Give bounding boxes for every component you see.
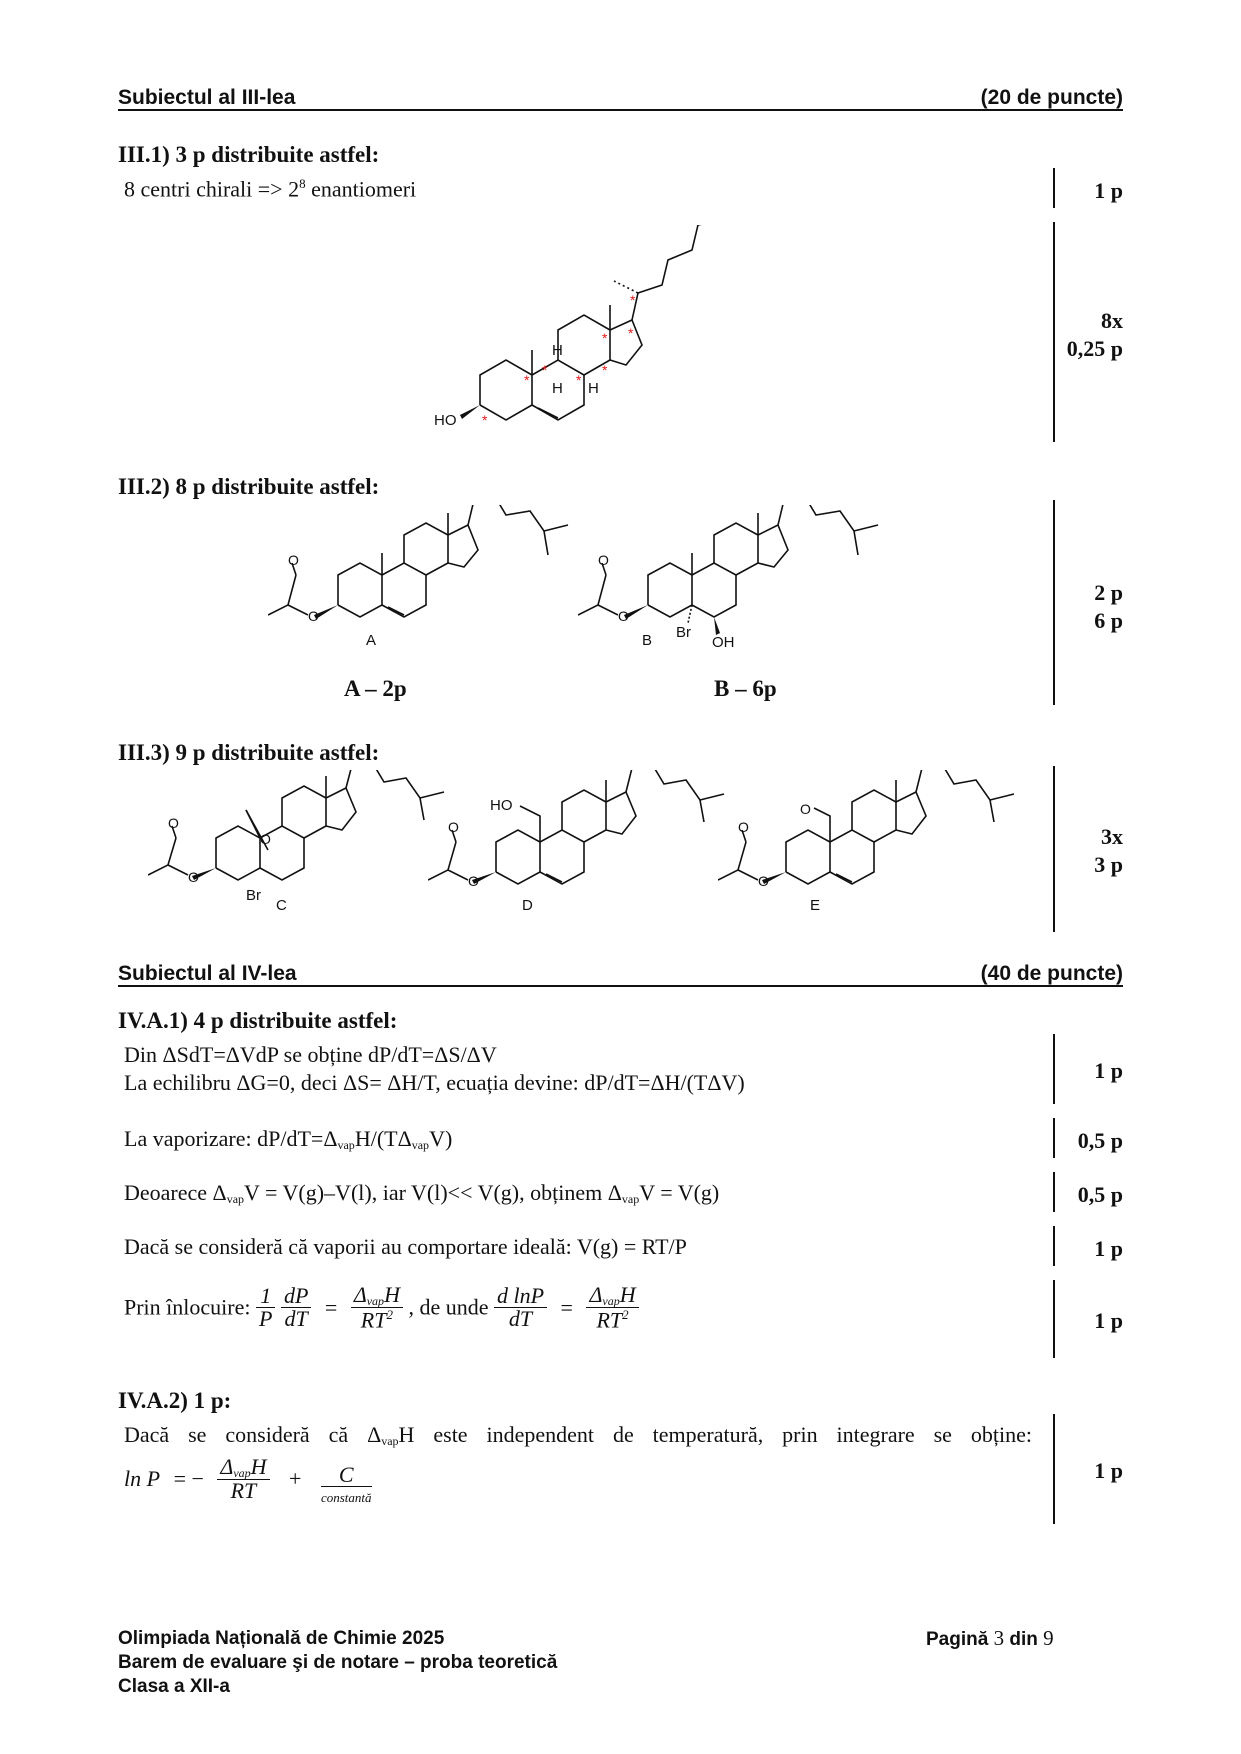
label-e: E (810, 897, 821, 914)
a2-formula: ln P = − $\frac{\Delta_{vap}H}{RT}$ + C constantă (124, 1454, 372, 1505)
section-points: (40 de puncte) (980, 962, 1123, 985)
h-label: H (552, 380, 563, 397)
label-d: D (522, 897, 533, 914)
structure-d (428, 770, 728, 915)
footer-line1: Olimpiada Națională de Chimie 2025 (118, 1628, 445, 1649)
svg-text:*: * (576, 372, 582, 388)
a1-pts4: 1 p (1094, 1236, 1123, 1261)
a1-line2: La echilibru ΔG=0, deci ΔS= ΔH/T, ecuația devine: dP/dT=ΔH/(TΔV) (124, 1070, 745, 1095)
q2-pts-a: 2 p (1094, 580, 1123, 605)
q2-pts-b: 6 p (1094, 608, 1123, 633)
svg-text:O: O (618, 608, 629, 624)
q1-pts2b: 0,25 p (1066, 336, 1123, 361)
svg-text:O: O (468, 873, 479, 889)
section-title: Subiectul al III-lea (118, 86, 296, 109)
a2-pts: 1 p (1094, 1458, 1123, 1483)
svg-text:O: O (168, 815, 179, 831)
svg-text:*: * (602, 362, 608, 378)
cholesterol-structure (430, 225, 730, 450)
score-a: A – 2p (344, 676, 407, 701)
a2-heading: IV.A.2) 1 p: (118, 1388, 232, 1413)
section-points: (20 de puncte) (980, 86, 1123, 109)
br-label: Br (676, 624, 691, 641)
svg-text:O: O (288, 552, 299, 568)
q1-pts1: 1 p (1094, 178, 1123, 203)
section-title: Subiectul al IV-lea (118, 962, 297, 985)
a2-text: Dacă se consideră că $\Delta_{vap}H$ este independent de temperatură, prin integrare se obține: (124, 1422, 1032, 1448)
q3-pts-a: 3x (1101, 824, 1123, 849)
score-b: B – 6p (714, 676, 777, 701)
structure-a (268, 505, 588, 655)
a1-line1: Din ΔSdT=ΔVdP se obține dP/dT=ΔS/ΔV (124, 1042, 497, 1067)
q1-pts2a: 8x (1101, 308, 1123, 333)
q3-heading: III.3) 9 p distribuite astfel: (118, 740, 380, 765)
footer-line2: Barem de evaluare şi de notare – proba teoretică (118, 1652, 558, 1673)
a1-line5: Dacă se consideră că vaporii au comportare ideală: V(g) = RT/P (124, 1234, 687, 1259)
h-label: H (552, 342, 563, 359)
section-rule (118, 985, 1123, 987)
a1-pts2: 0,5 p (1077, 1128, 1123, 1153)
svg-text:O: O (260, 831, 271, 847)
svg-text:*: * (482, 412, 488, 428)
svg-text:*: * (630, 292, 636, 308)
svg-text:O: O (758, 873, 769, 889)
label-b: B (642, 632, 653, 649)
a1-pts5: 1 p (1094, 1308, 1123, 1333)
q2-heading: III.2) 8 p distribuite astfel: (118, 474, 380, 499)
q3-pts-b: 3 p (1094, 852, 1123, 877)
svg-text:O: O (448, 819, 459, 835)
svg-text:*: * (628, 325, 634, 341)
oh-label: OH (712, 634, 735, 651)
section-rule (118, 109, 1123, 111)
ho-label: HO (490, 797, 513, 814)
svg-text:*: * (602, 330, 608, 346)
svg-text:O: O (188, 869, 199, 885)
page-number: Pagină 3 din 9 (926, 1626, 1054, 1650)
svg-text:O: O (738, 819, 749, 835)
footer-line3: Clasa a XII-a (118, 1676, 230, 1697)
label-c: C (276, 897, 287, 914)
svg-text:*: * (524, 372, 530, 388)
label-a: A (366, 632, 377, 649)
a1-pts1: 1 p (1094, 1058, 1123, 1083)
structure-c (148, 770, 448, 915)
a1-heading: IV.A.1) 4 p distribuite astfel: (118, 1008, 398, 1033)
structure-b (578, 505, 898, 655)
q1-heading: III.1) 3 p distribuite astfel: (118, 142, 380, 167)
ho-label: HO (434, 412, 457, 429)
q1-line: 8 centri chirali => $2^8$ enantiomeri (124, 176, 417, 202)
a1-pts3: 0,5 p (1077, 1182, 1123, 1207)
a1-line6: Prin înlocuire: $\frac{1}{P}$ $\frac{dP}{dT}$ = $\frac{\Delta_{vap}H}{RT^2}$ , de unde $\frac{\text{d lnP}}{dT}$ = $\frac{\Delta_{vap}H}{RT^2}$ (124, 1284, 639, 1331)
svg-text:O: O (800, 801, 811, 817)
h-label: H (588, 380, 599, 397)
br-label: Br (246, 887, 261, 904)
svg-text:O: O (598, 552, 609, 568)
a1-line3: La vaporizare: $dP/dT=\Delta_{vap}H/(T\Delta_{vap}V)$ (124, 1126, 453, 1152)
svg-text:*: * (542, 362, 548, 378)
svg-text:O: O (308, 608, 319, 624)
a1-line4: Deoarece $\Delta_{vap}V = V(g)-V(l)$, iar V(l)<< V(g), obținem $\Delta_{vap}V = V(g)$ (124, 1180, 720, 1206)
structure-e (718, 770, 1018, 915)
